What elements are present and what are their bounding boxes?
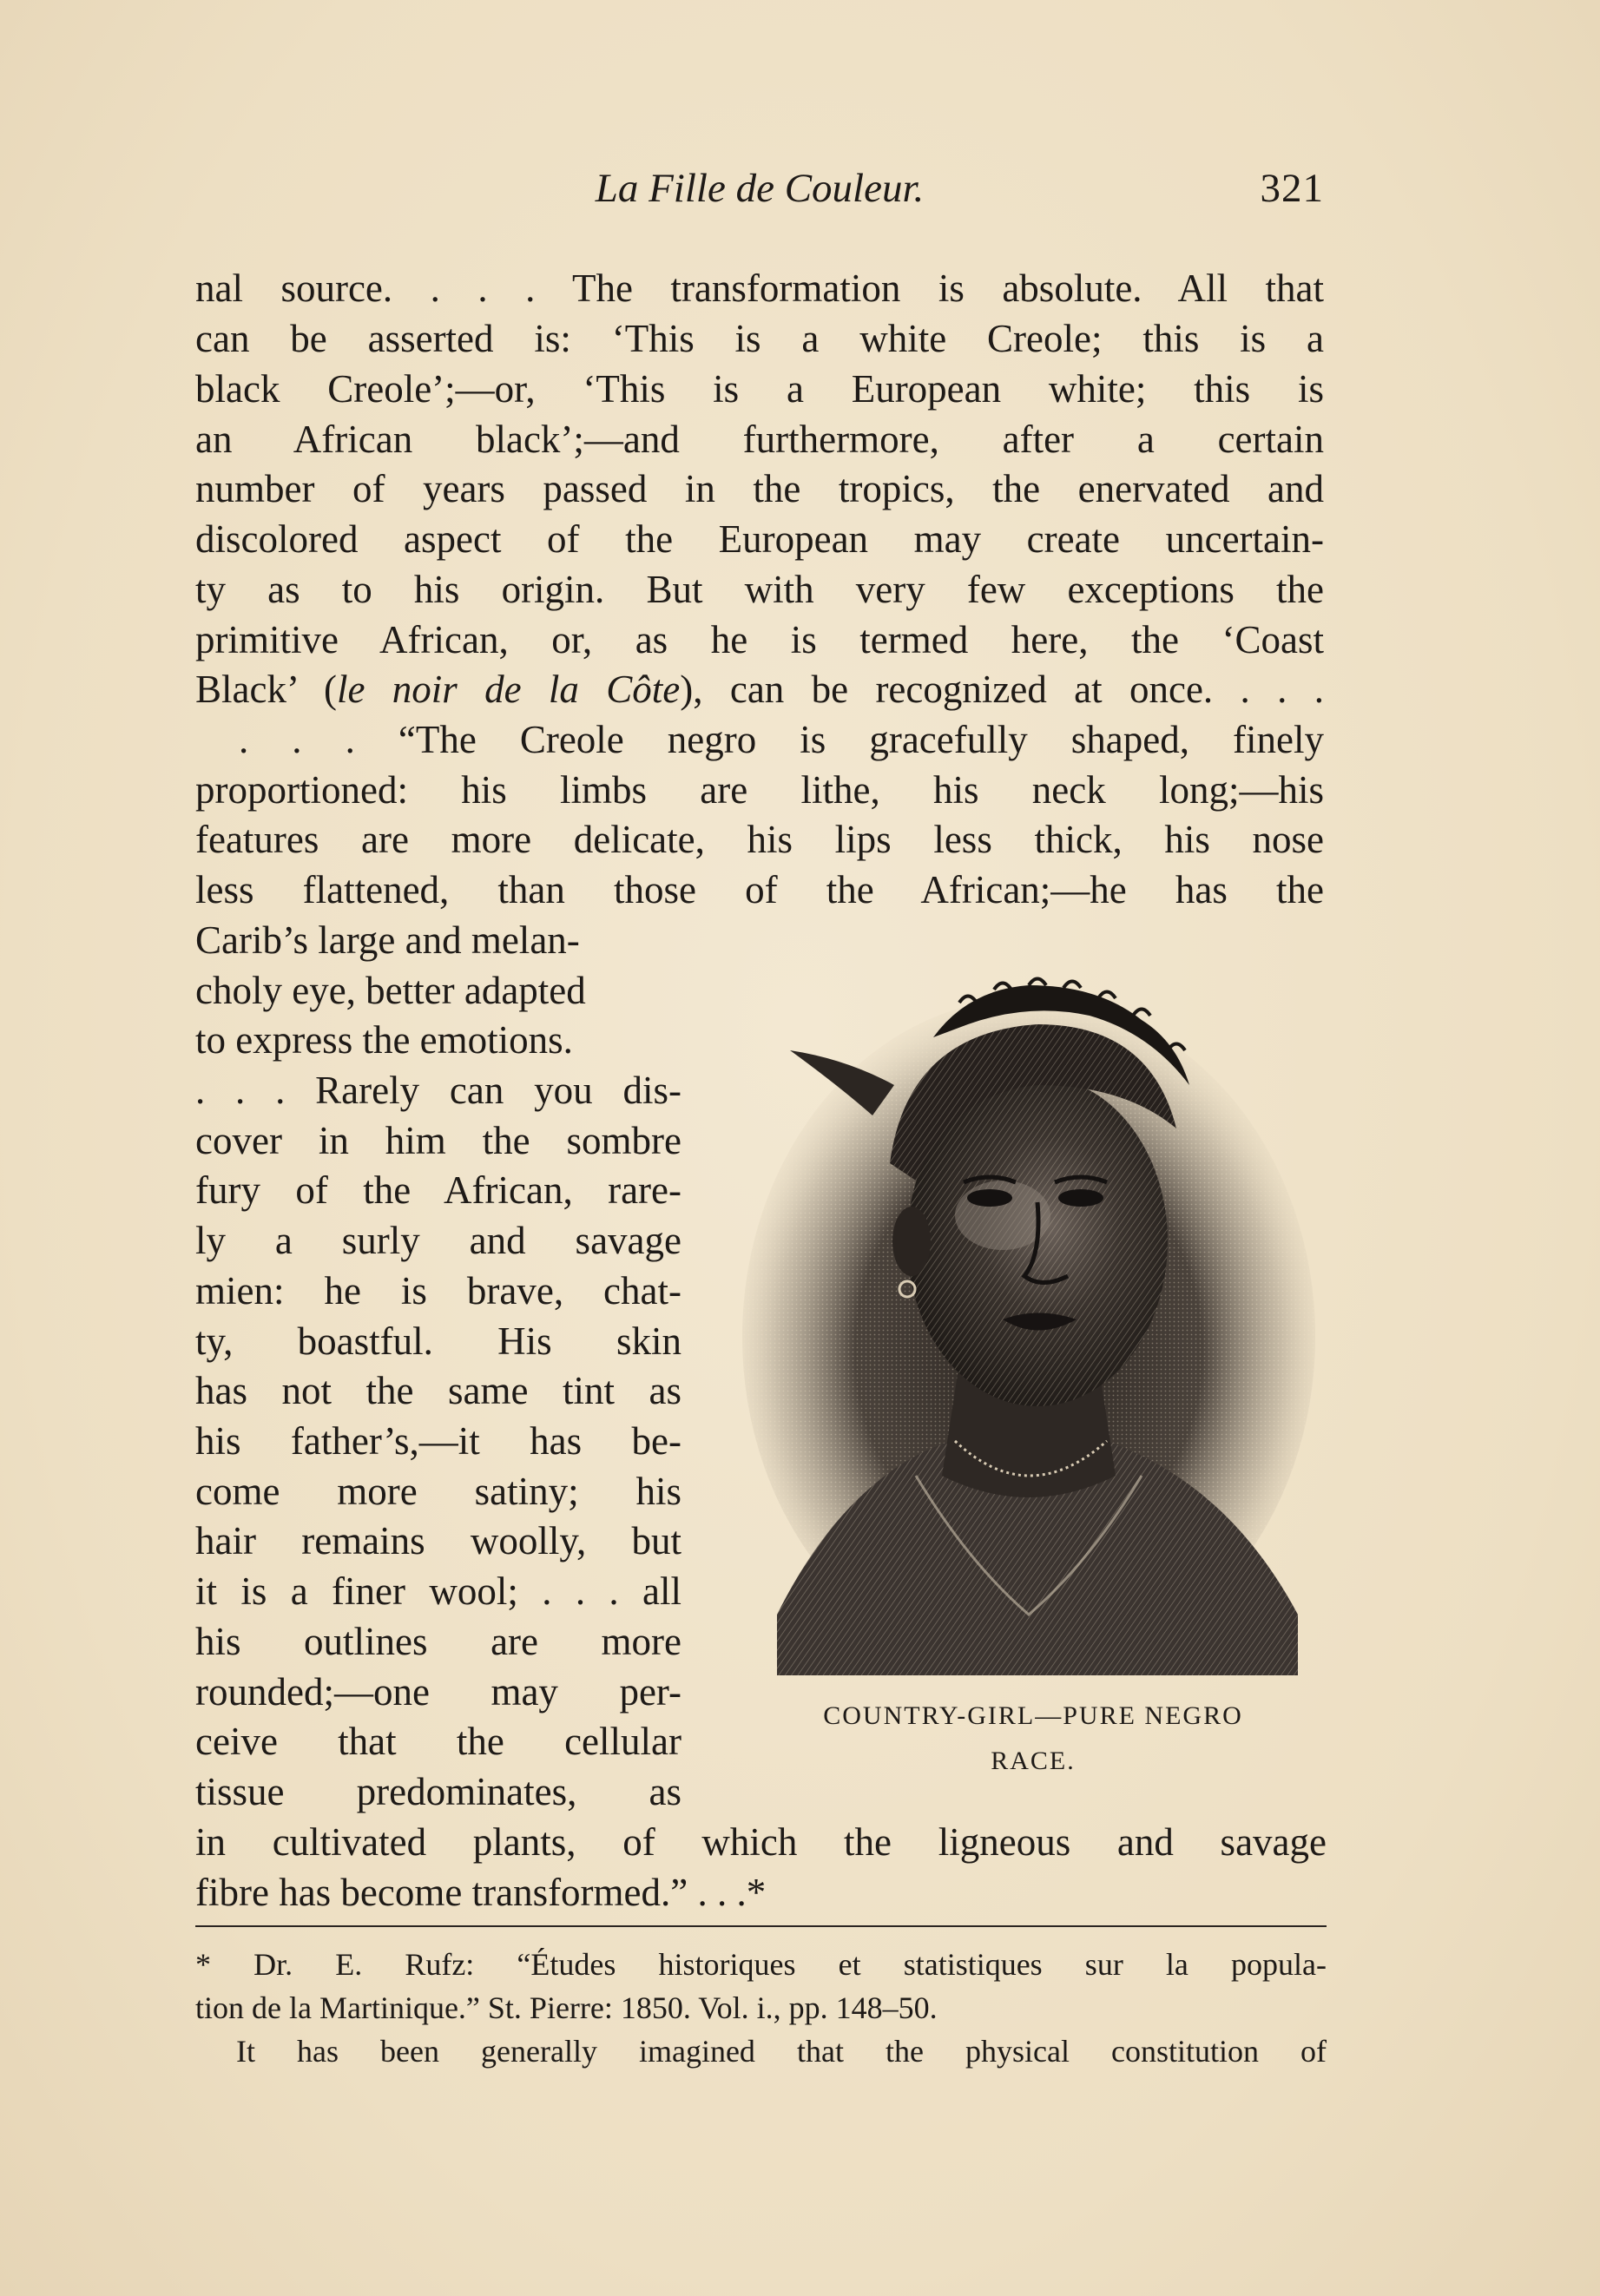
body-line: proportioned: his limbs are lithe, his neck long;—his	[195, 768, 1324, 812]
body-line: less flattened, than those of the African;—he has the	[195, 868, 1324, 911]
footnote-line: It has been generally imagined that the physical constitution of	[236, 2034, 1327, 2069]
wrap-line: mien: he is brave, chat-	[195, 1269, 681, 1312]
page-header	[195, 165, 1324, 226]
body-line: in cultivated plants, of which the ligneous and savage	[195, 1820, 1327, 1864]
wrap-line: ty, boastful. His skin	[195, 1319, 681, 1363]
figure-caption-line: RACE.	[991, 1747, 1076, 1775]
body-line: ty as to his origin. But with very few exceptions the	[195, 568, 1324, 611]
body-line: . . . “The Creole negro is gracefully shaped, finely	[239, 718, 1324, 761]
wrap-line: his outlines are more	[195, 1620, 681, 1663]
wrap-line: cover in him the sombre	[195, 1119, 681, 1162]
body-line-italic-phrase	[195, 670, 1324, 709]
wrap-line: his father’s,—it has be-	[195, 1419, 681, 1463]
wrap-line: . . . Rarely can you dis-	[195, 1069, 681, 1112]
portrait-illustration	[742, 955, 1315, 1675]
body-line: can be asserted is: ‘This is a white Creole; this is a	[195, 317, 1324, 360]
body-line: primitive African, or, as he is termed here, the ‘Coast	[195, 618, 1324, 661]
body-line-segment: Black’ (	[195, 668, 337, 711]
wrap-line: to express the emotions.	[195, 1018, 573, 1062]
wrap-line: ceive that the cellular	[195, 1720, 681, 1763]
wrap-line: hair remains woolly, but	[195, 1519, 681, 1562]
wrap-line: ly a surly and savage	[195, 1219, 681, 1262]
footnote-rule	[195, 1925, 1327, 1927]
footnote-line: * Dr. E. Rufz: “Études historiques et statistiques sur la popula-	[195, 1947, 1327, 1982]
body-line: fibre has become transformed.” . . .*	[195, 1871, 767, 1914]
wrap-line: come more satiny; his	[195, 1470, 681, 1513]
body-line: an African black’;—and furthermore, after a certain	[195, 418, 1324, 461]
running-title: La Fille de Couleur.	[595, 166, 925, 211]
body-line: number of years passed in the tropics, the enervated and	[195, 467, 1324, 510]
italic-phrase: le noir de la Côte	[336, 668, 681, 711]
wrap-line: tissue predominates, as	[195, 1770, 681, 1813]
wrap-line: Carib’s large and melan-	[195, 918, 580, 962]
wrap-line: rounded;—one may per-	[195, 1670, 681, 1714]
footnote-line: tion de la Martinique.” St. Pierre: 1850. Vol. i., pp. 148–50.	[195, 1990, 938, 2025]
body-line: nal source. . . . The transformation is absolute. All that	[195, 266, 1324, 310]
body-line: black Creole’;—or, ‘This is a European white; this is	[195, 367, 1324, 411]
wrap-line: it is a finer wool; . . . all	[195, 1569, 681, 1613]
body-line: discolored aspect of the European may create uncertain-	[195, 517, 1324, 561]
wrap-line: has not the same tint as	[195, 1369, 681, 1412]
body-line-segment: ), can be recognized at once. . . .	[680, 668, 1324, 711]
wrap-line: choly eye, better adapted	[195, 969, 586, 1012]
body-line: features are more delicate, his lips less thick, his nose	[195, 818, 1324, 861]
wrap-line: fury of the African, rare-	[195, 1168, 681, 1212]
page-number: 321	[1260, 166, 1324, 211]
figure-caption-line: COUNTRY-GIRL—PURE NEGRO	[823, 1701, 1243, 1730]
